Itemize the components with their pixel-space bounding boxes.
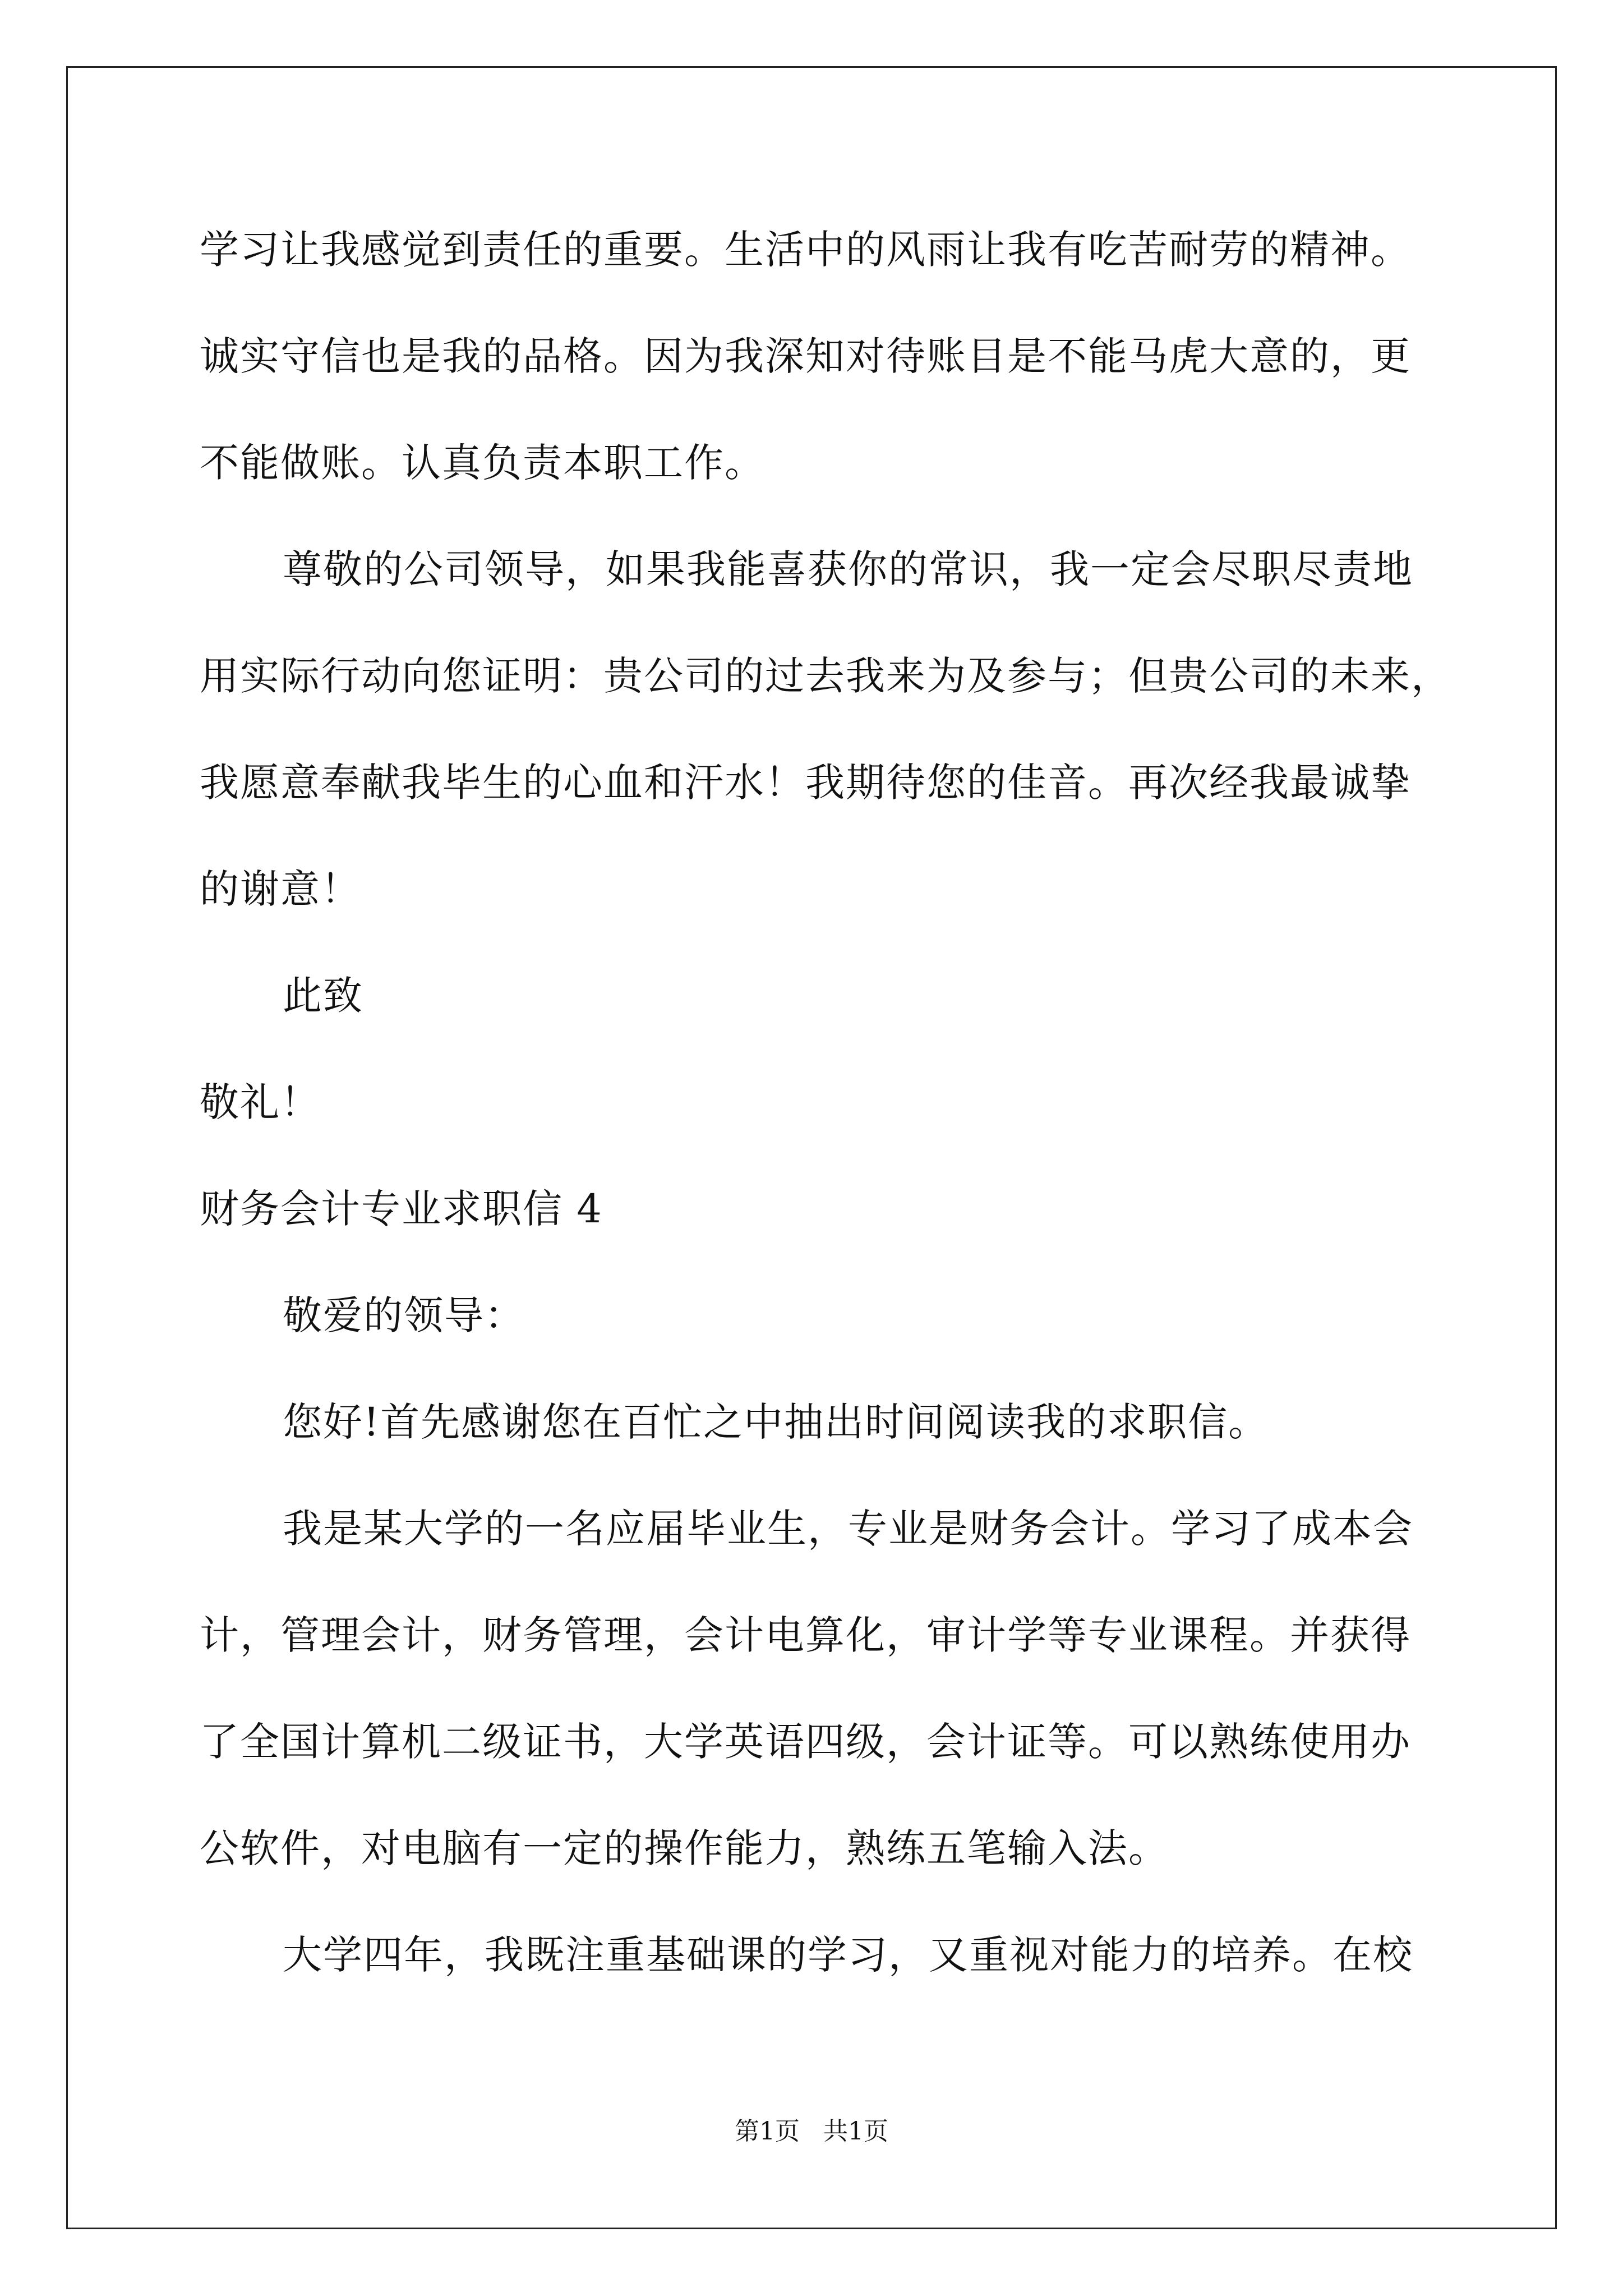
paragraph-line: 用实际行动向您证明：贵公司的过去我来为及参与；但贵公司的未来， xyxy=(200,653,1451,699)
paragraph-line: 尊敬的公司领导，如果我能喜获你的常识，我一定会尽职尽责地 xyxy=(283,546,1413,592)
paragraph-line: 大学四年，我既注重基础课的学习，又重视对能力的培养。在校 xyxy=(283,1932,1413,1978)
document-body xyxy=(200,196,1451,2008)
page-footer: 第1页 共1页 xyxy=(735,2117,888,2146)
paragraph-line: 您好!首先感谢您在百忙之中抽出时间阅读我的求职信。 xyxy=(283,1399,1269,1445)
salutation-line: 敬礼！ xyxy=(200,1079,321,1125)
closing-line: 此致 xyxy=(283,973,363,1019)
paragraph-line: 计，管理会计，财务管理，会计电算化，审计学等专业课程。并获得 xyxy=(200,1612,1411,1658)
paragraph-line: 我愿意奉献我毕生的心血和汗水！我期待您的佳音。再次经我最诚挚 xyxy=(200,760,1411,806)
paragraph-line: 的谢意！ xyxy=(200,866,361,912)
paragraph-line: 我是某大学的一名应届毕业生，专业是财务会计。学习了成本会 xyxy=(283,1506,1413,1552)
paragraph-line: 公软件，对电脑有一定的操作能力，熟练五笔输入法。 xyxy=(200,1825,1169,1871)
greeting-line: 敬爱的领导： xyxy=(283,1292,525,1338)
paragraph-line: 了全国计算机二级证书，大学英语四级，会计证等。可以熟练使用办 xyxy=(200,1719,1411,1765)
paragraph-line: 学习让我感觉到责任的重要。生活中的风雨让我有吃苦耐劳的精神。 xyxy=(200,227,1411,273)
section-title: 财务会计专业求职信 4 xyxy=(200,1186,603,1232)
paragraph-line: 不能做账。认真负责本职工作。 xyxy=(200,440,765,486)
paragraph-line: 诚实守信也是我的品格。因为我深知对待账目是不能马虎大意的，更 xyxy=(200,333,1411,379)
